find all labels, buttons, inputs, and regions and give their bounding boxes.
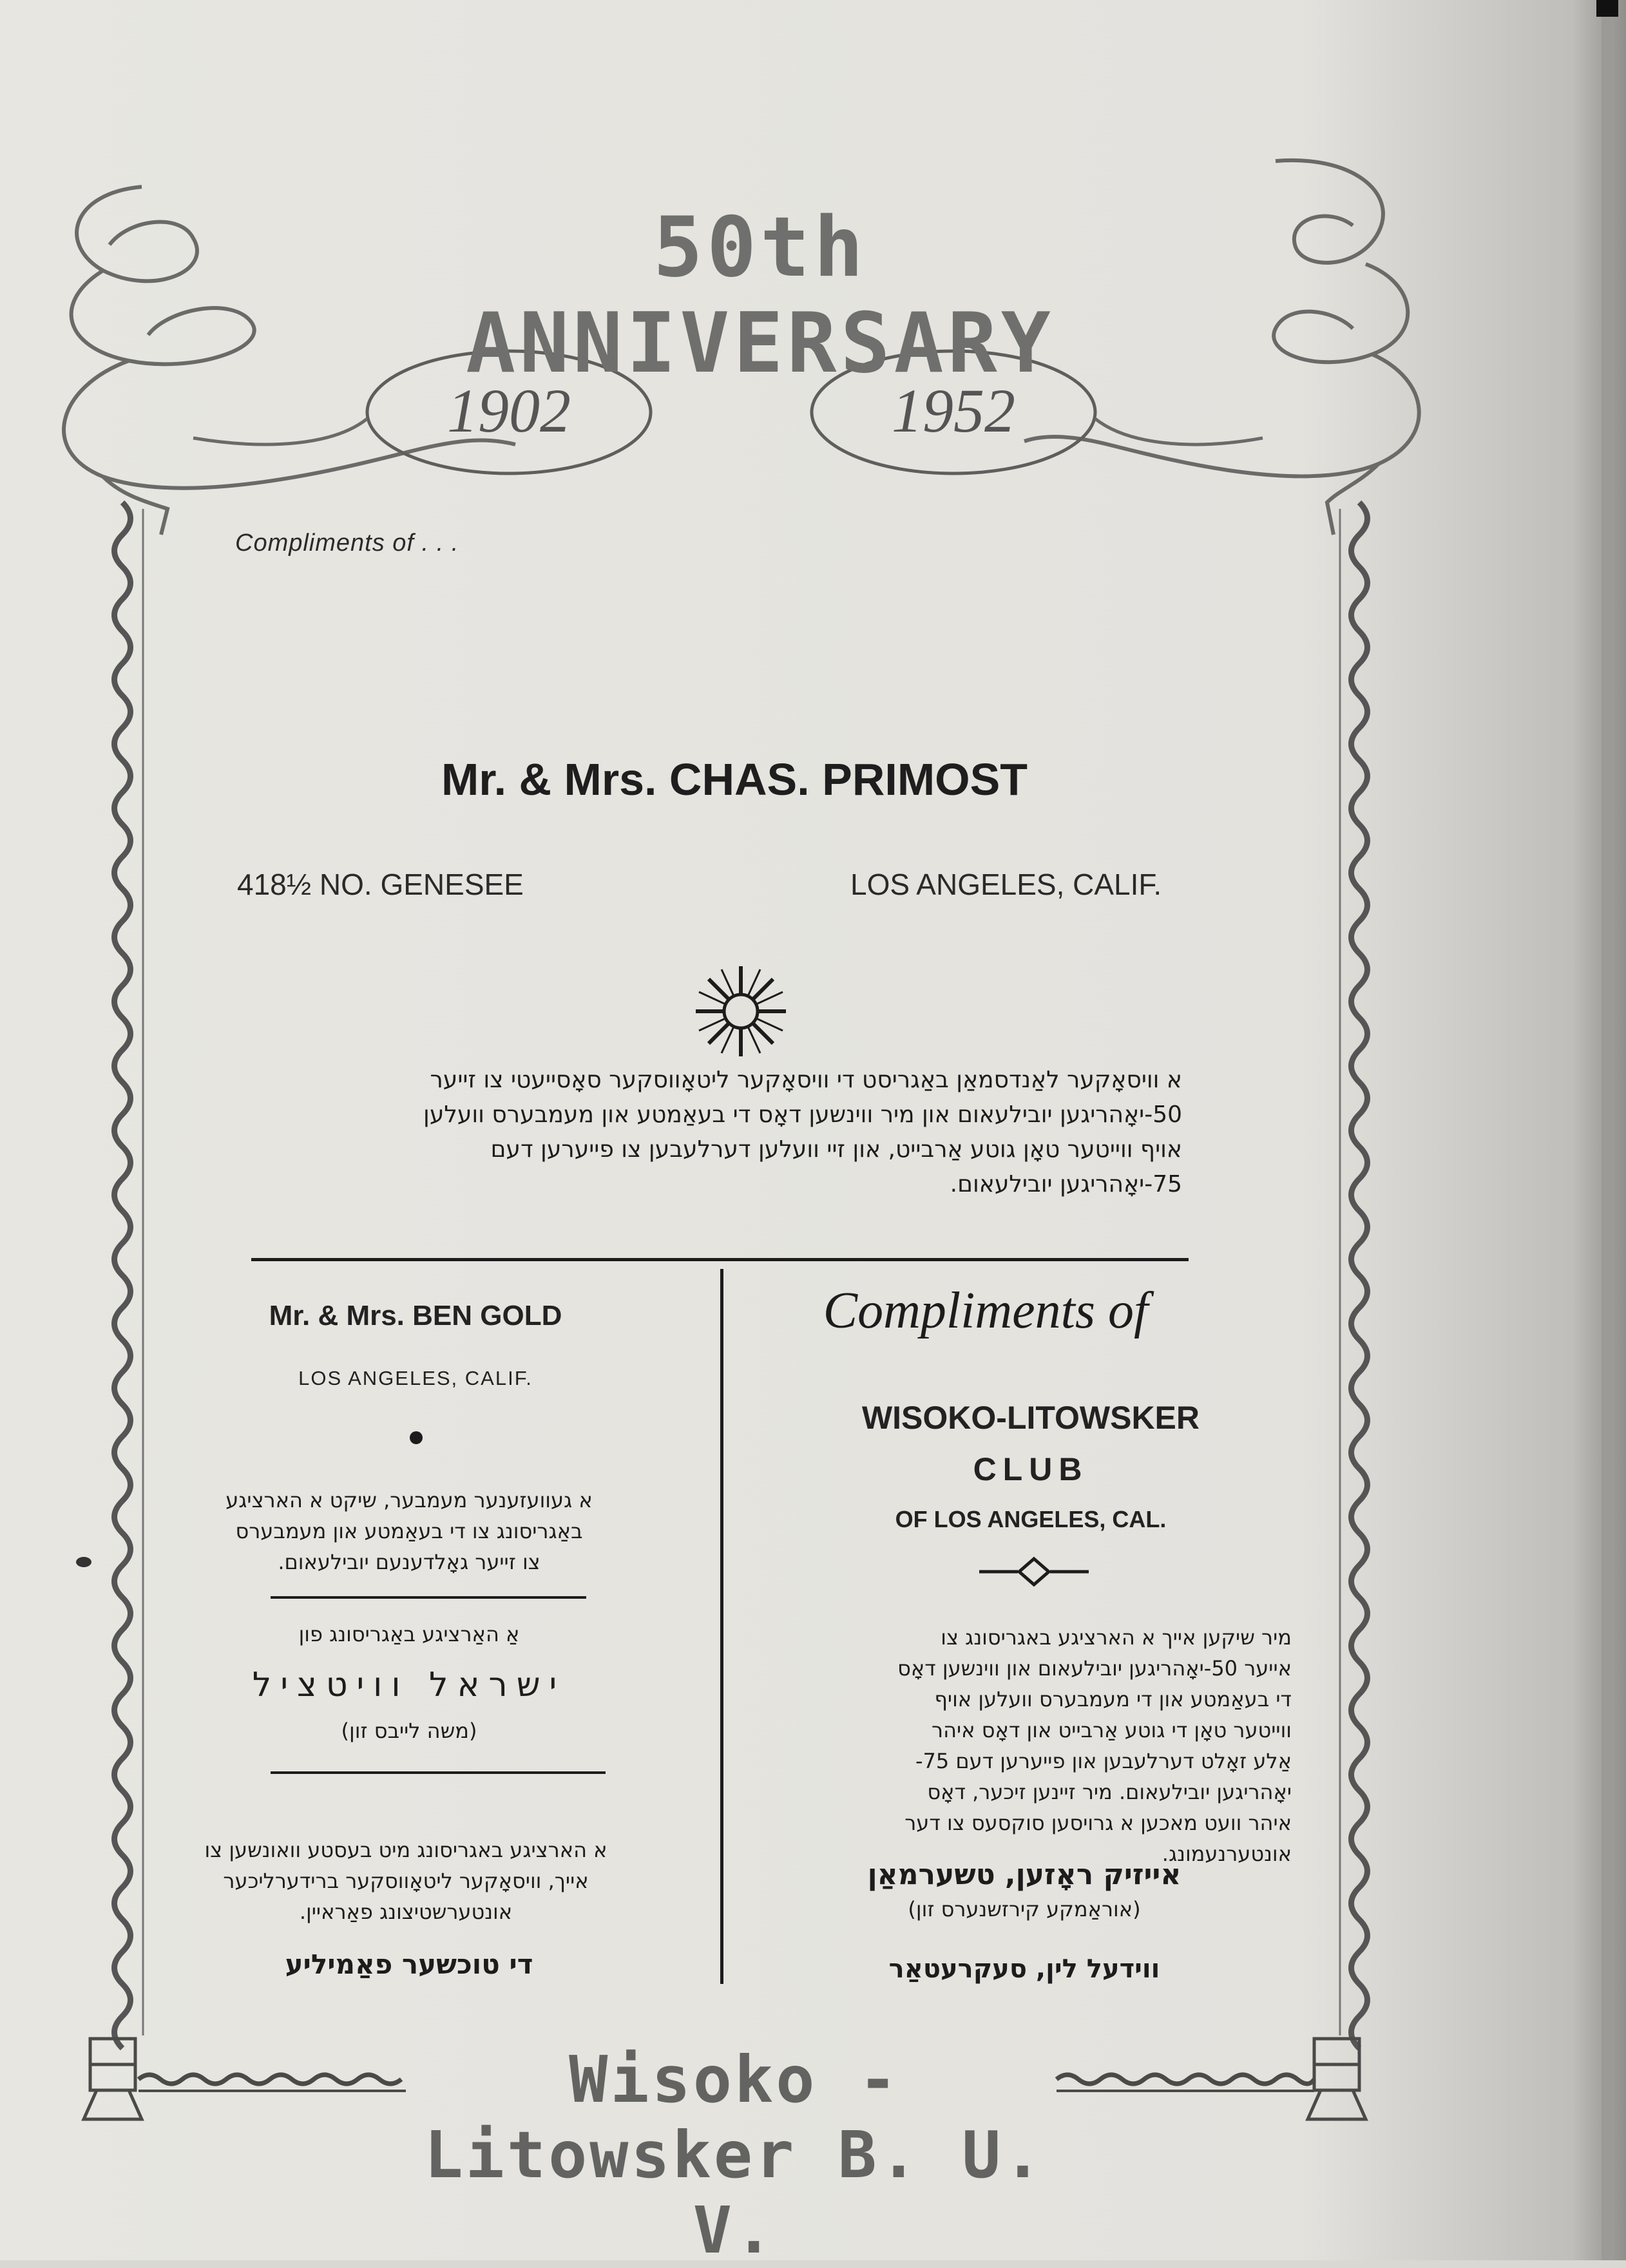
greeting-sub: (משה לייבס זון) [341, 1719, 477, 1743]
gold-city: LOS ANGELES, CALIF. [298, 1367, 533, 1389]
wavy-border-right-icon [1352, 502, 1368, 2048]
star-ornament-icon [696, 966, 786, 1056]
yiddish-line: 50-יאָהריגען יובילעאום און מיר ווינשען דאָס די בעאַמטע און מעמבערס וועלען [423, 1101, 1182, 1128]
horizontal-divider [251, 1258, 1189, 1261]
compliments-label: Compliments of . . . [235, 529, 459, 557]
anniversary-heading: 50th ANNIVERSARY [466, 200, 1055, 392]
club-secretary: ווידעל לין, סעקרעטאַר [888, 1954, 1160, 1984]
yiddish-line: א וויסאָקער לאַנדסמאַן באַגריסט די וויסאָקער ליטאָווסקער סאָסייעטי צו זייער [430, 1067, 1182, 1093]
year-start: 1902 [447, 376, 571, 445]
yiddish-line: א הארציגע באגריסונג מיט בעסטע וואונשען צו [204, 1838, 607, 1862]
yiddish-greeting-main [254, 1063, 1182, 1202]
yiddish-line: די בעאַמטע און די מעמבערס וועלען אויף [934, 1687, 1292, 1711]
yiddish-line: באַגריסונג צו די בעאַמטע און מעמבערס [235, 1519, 583, 1543]
family-yiddish-block [180, 1834, 631, 1927]
club-name-line2: CLUB [973, 1451, 1089, 1487]
footer-organization: Wisoko - Litowsker B. U. V. [424, 2042, 1045, 2268]
ink-mark [76, 1557, 91, 1567]
left-divider-2 [271, 1771, 606, 1774]
yiddish-line: אויף ווייטער טאָן גוטע אַרבייט, און זיי וועלען דערלעבען צו פייערען דעם [490, 1136, 1182, 1163]
yiddish-line: אייך, וויסאָקער ליטאָווסקער ברידערליכער [223, 1869, 589, 1893]
year-end: 1952 [892, 376, 1015, 445]
club-name-line1: WISOKO-LITOWSKER [861, 1400, 1200, 1436]
yiddish-line: צו זייער גאָלדענעם יובילעאום. [278, 1550, 540, 1574]
yiddish-line: אונטערנעמונג. [1162, 1842, 1292, 1866]
gold-name: Mr. & Mrs. BEN GOLD [269, 1300, 562, 1331]
yiddish-line: מיר שיקען אייך א הארציגע באגריסונג צו [941, 1625, 1292, 1650]
gold-yiddish-block [193, 1485, 625, 1577]
sponsor-name: Mr. & Mrs. CHAS. PRIMOST [441, 754, 1028, 805]
club-chairman: אייזיק ראָזען, טשערמאַן [867, 1858, 1181, 1891]
yiddish-line: ווייטער טאָן די גוטע אַרבייט און דאָס איהר [932, 1718, 1292, 1742]
sponsor-address: 418½ NO. GENESEE [237, 868, 524, 901]
greeting-intro: אַ האַרציגע באַגריסונג פון [298, 1622, 520, 1646]
footer-wave-right-icon [1057, 2075, 1314, 2084]
wavy-border-left-icon [115, 502, 131, 2048]
sponsor-city: LOS ANGELES, CALIF. [850, 868, 1162, 901]
yiddish-line: אייער 50-יאָהריגען יובילעאום און ווינשען דאָס [897, 1656, 1292, 1681]
club-chairman-sub: (אוראַמקע קירזשנערס זון) [908, 1897, 1141, 1921]
yiddish-line: אונטערשטיצונג פאַראיין. [299, 1900, 513, 1924]
yiddish-line: אַלע זאָלט דערלעבען און פייערען דעם 75- [915, 1749, 1292, 1773]
greeting-name: ישראל וויטציל [252, 1666, 566, 1704]
diamond-divider-icon [979, 1559, 1089, 1585]
family-signature: די טוכשער פאַמיליע [285, 1949, 533, 1980]
club-name-line3: OF LOS ANGELES, CAL. [895, 1506, 1167, 1532]
footer-wave-left-icon [139, 2075, 401, 2084]
club-yiddish-block [783, 1622, 1292, 1869]
club-compliments: Compliments of [823, 1282, 1149, 1339]
bullet-dot-icon [410, 1431, 423, 1444]
yiddish-line: א געוועזענער מעמבער, שיקט א הארציגע [225, 1488, 593, 1512]
pedestal-left-icon [84, 2039, 142, 2119]
yiddish-line: איהר וועט מאכען א גרויסען סוקסעס צו דער [904, 1811, 1292, 1835]
yiddish-line: יאָהריגען יובילעאום. מיר זיינען זיכער, דאָס [927, 1780, 1292, 1804]
left-divider-1 [271, 1596, 586, 1599]
yiddish-line: 75-יאָהריגען יובילעאום. [950, 1171, 1182, 1197]
pedestal-right-icon [1308, 2039, 1366, 2119]
vertical-divider [720, 1269, 723, 1984]
